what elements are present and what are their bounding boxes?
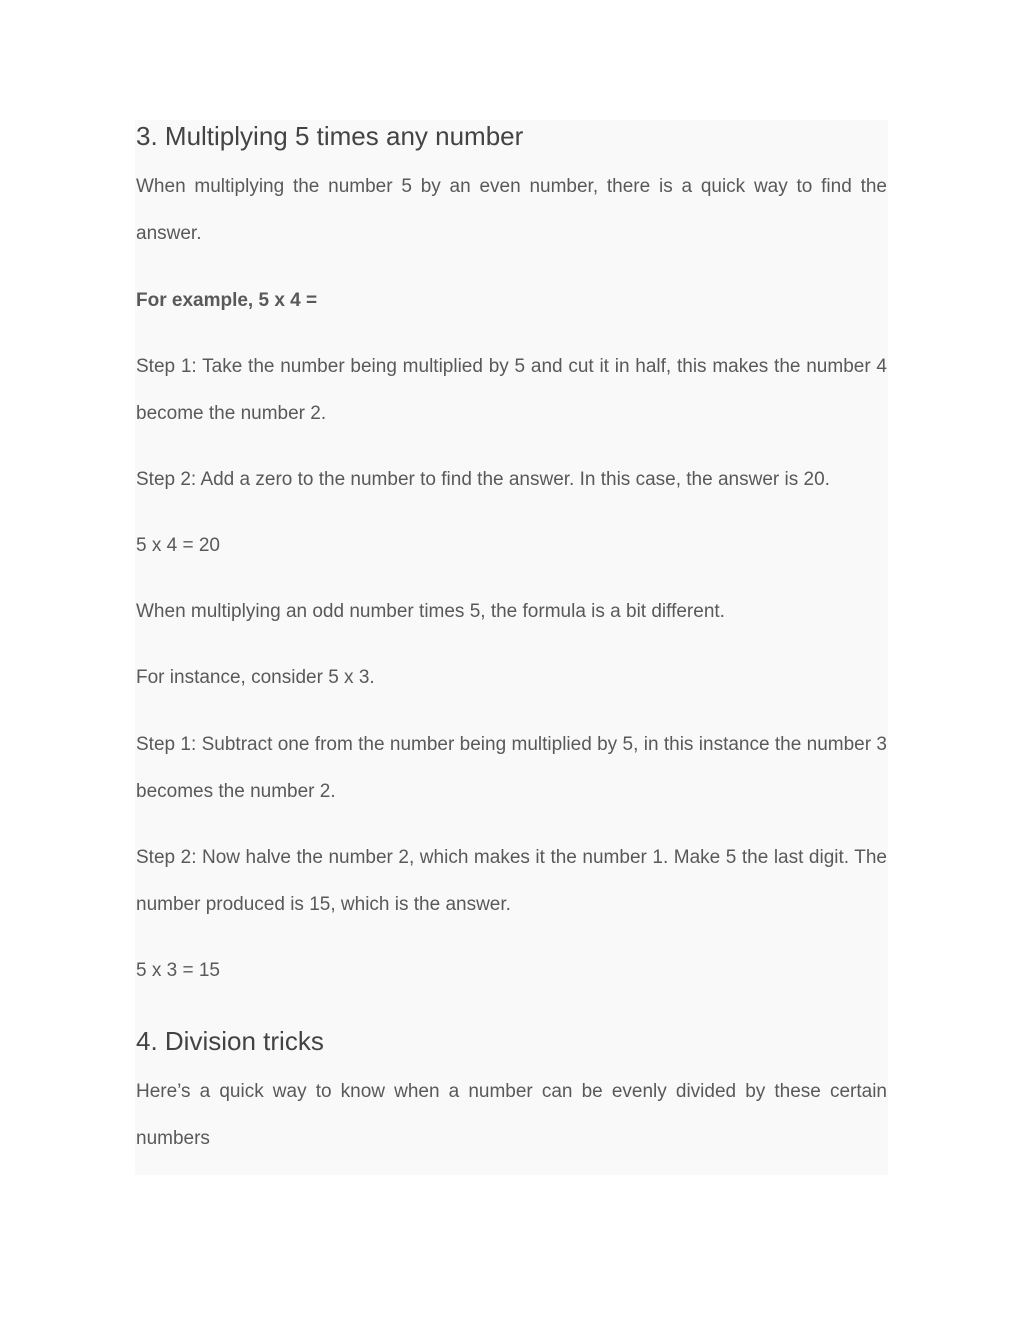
section-4-intro: Here’s a quick way to know when a number can be evenly divided by these certain numbers (136, 1081, 887, 1149)
even-step-2: Step 2: Add a zero to the number to find the answer. In this case, the answer is 20. (136, 469, 830, 490)
odd-step-1: Step 1: Subtract one from the number being multiplied by 5, in this instance the number 3 becomes the number 2. (136, 734, 887, 802)
even-step-1: Step 1: Take the number being multiplied by 5 and cut it in half, this makes the number 4 become the number 2. (136, 356, 887, 424)
odd-example: For instance, consider 5 x 3. (136, 667, 375, 688)
even-result: 5 x 4 = 20 (136, 535, 220, 556)
odd-intro: When multiplying an odd number times 5, the formula is a bit different. (136, 601, 725, 622)
section-3-intro: When multiplying the number 5 by an even number, there is a quick way to find the answer. (136, 176, 887, 244)
odd-result: 5 x 3 = 15 (136, 960, 220, 981)
example-label: For example, 5 x 4 = (136, 290, 318, 311)
odd-step-2: Step 2: Now halve the number 2, which makes it the number 1. Make 5 the last digit. The number produced is 15, which is the answer. (136, 847, 887, 915)
section-3-heading: 3. Multiplying 5 times any number (136, 121, 524, 151)
section-4-heading: 4. Division tricks (136, 1026, 324, 1056)
